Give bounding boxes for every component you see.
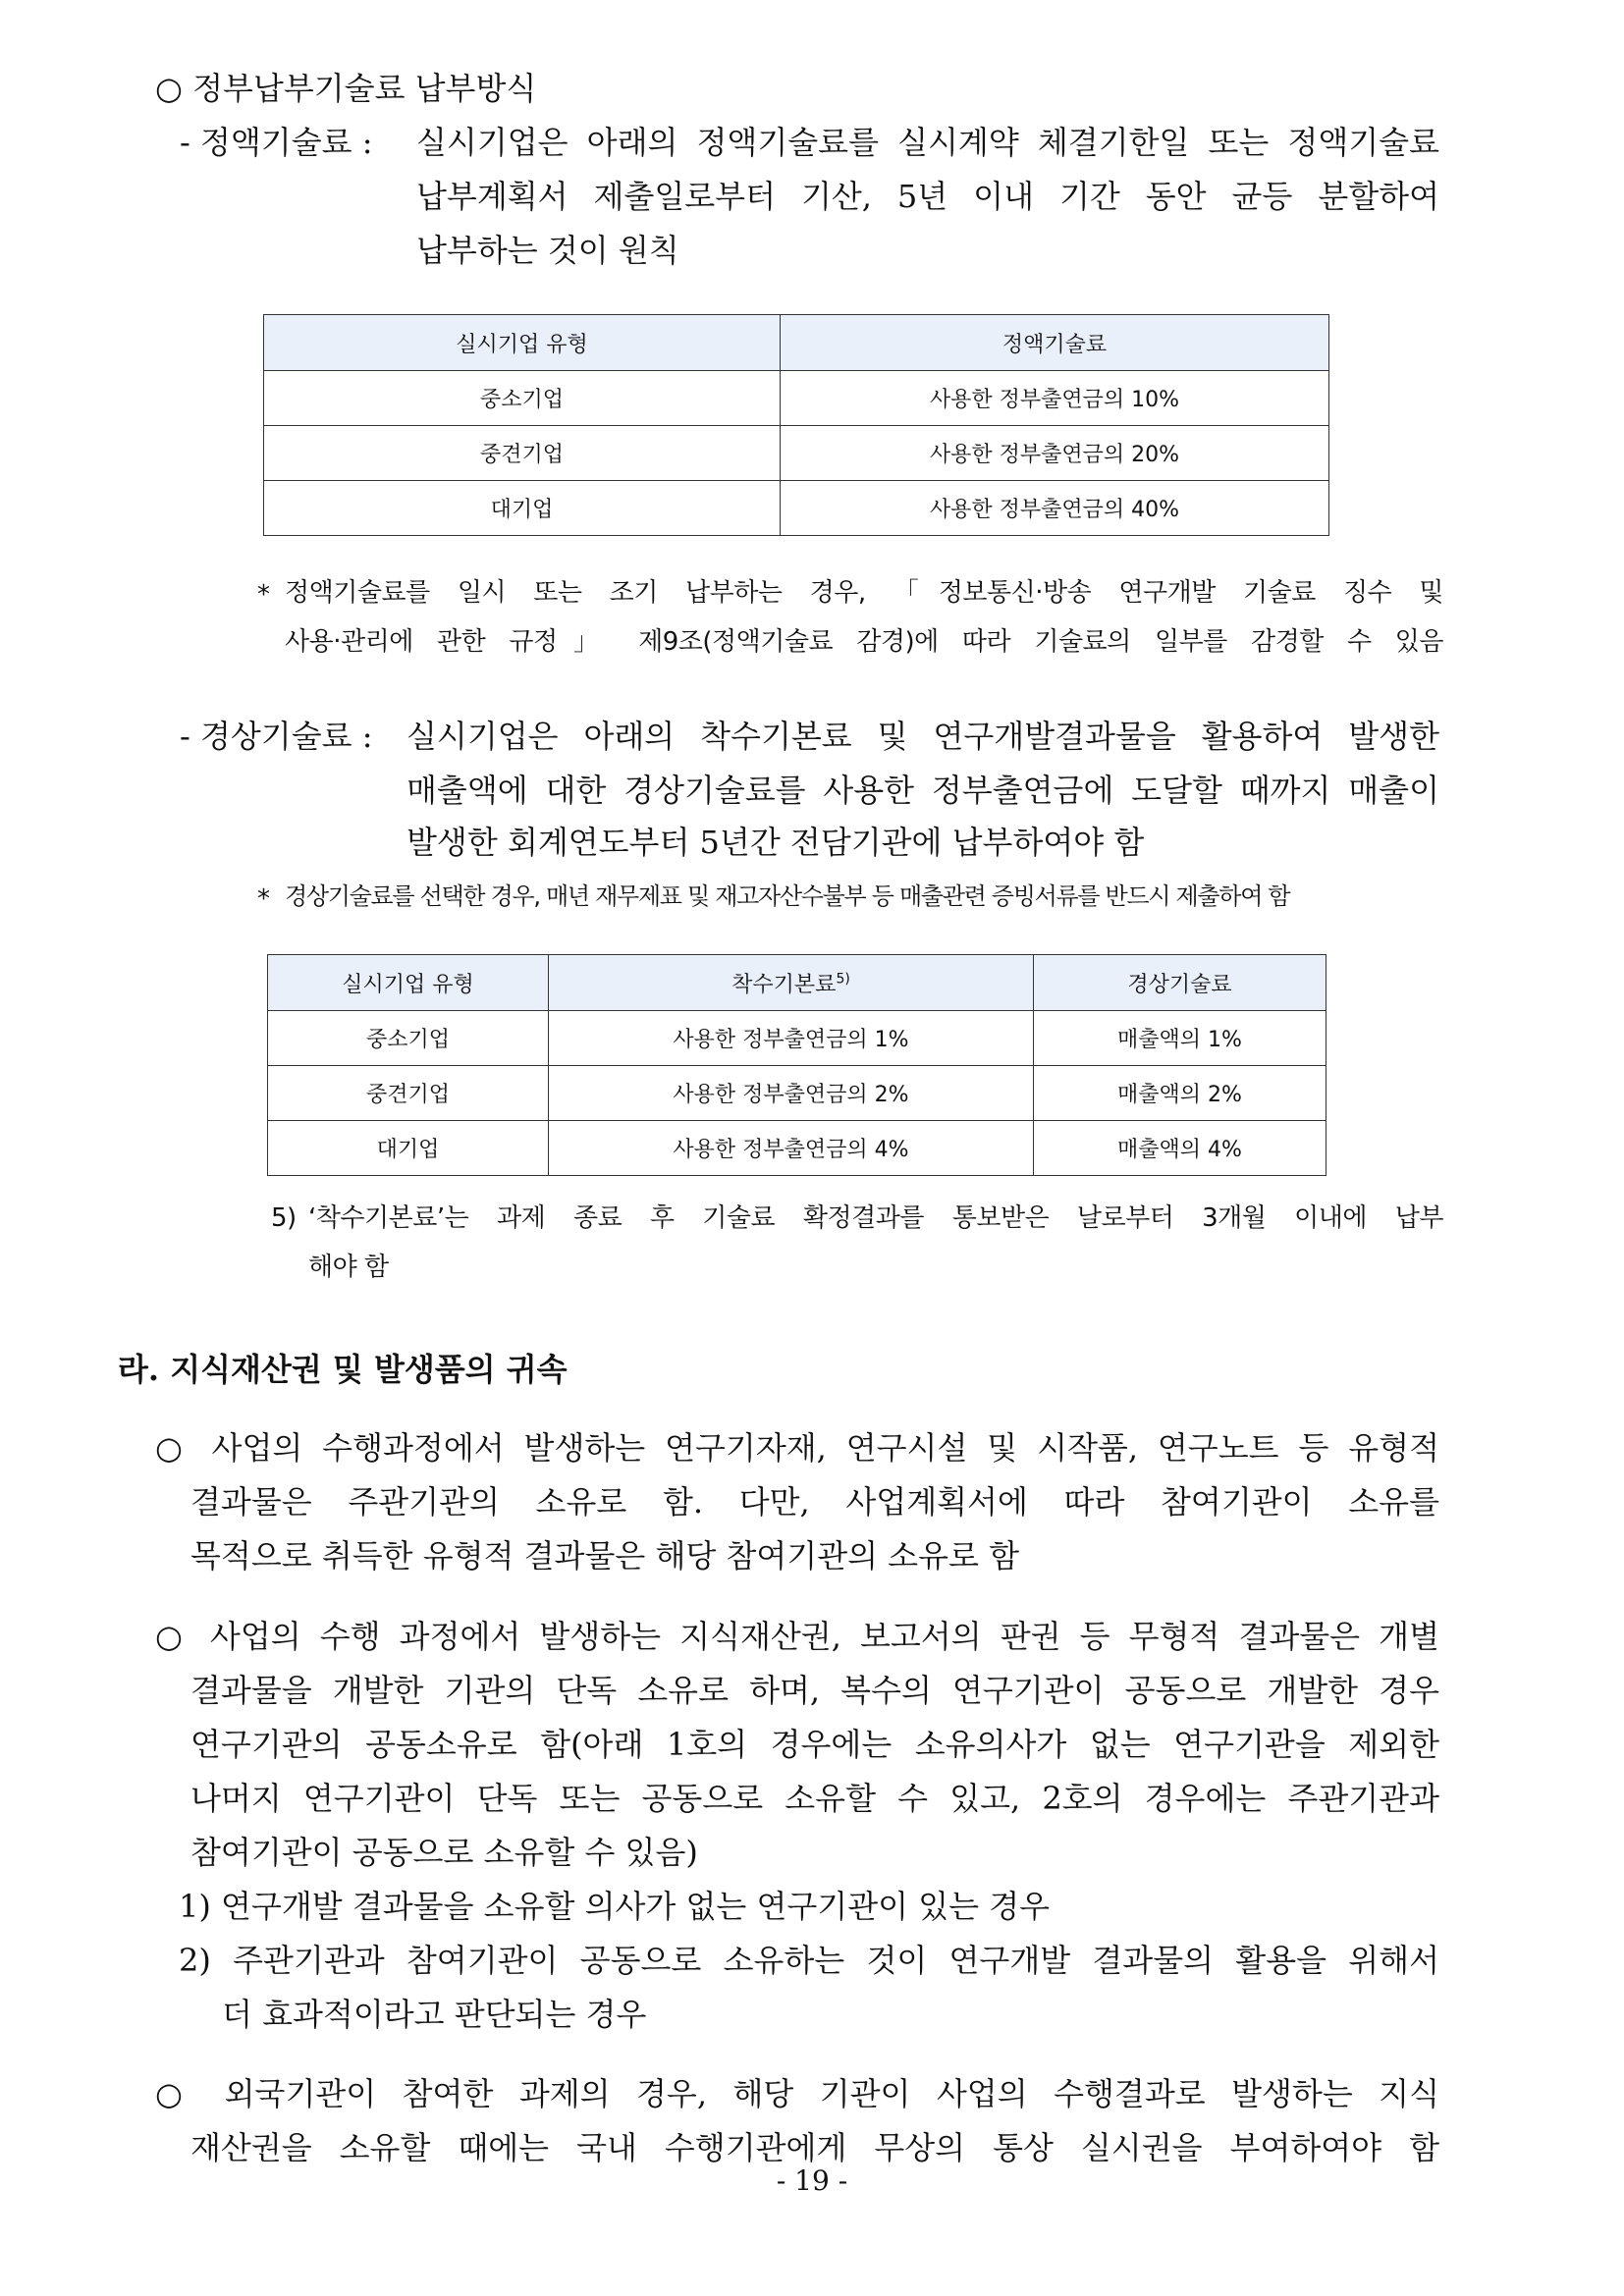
running-note-star: *: [257, 884, 270, 914]
table-header-cell: 실시기업 유형: [268, 955, 549, 1011]
footnote-line-1: ‘착수기본료’는 과제 종료 후 기술료 확정결과를 통보받은 날로부터 3개월 이내에 납부: [308, 1203, 1443, 1233]
running-fee-line-2: 매출액에 대한 경상기술료를 사용한 정부출연금에 도달할 때까지 매출이: [406, 772, 1439, 809]
table-cell: 사용한 정부출연금의 10%: [781, 371, 1329, 426]
page-number: - 19 -: [776, 2164, 848, 2197]
table-row: [268, 1066, 1326, 1121]
ip-para1-line-1: ○ 사업의 수행과정에서 발생하는 연구기자재, 연구시설 및 시작품, 연구노트 등 유형적: [155, 1429, 1439, 1467]
ip-para2-line-5: 참여기관이 공동으로 소유할 수 있음): [190, 1834, 698, 1871]
table-row: [264, 371, 1329, 426]
ip-item-2-line-2: 더 효과적이라고 판단되는 경우: [222, 1996, 647, 2033]
table-cell: 대기업: [264, 481, 781, 536]
ip-item-2-line-1: 2) 주관기관과 참여기관이 공동으로 소유하는 것이 연구개발 결과물의 활용을 위해서: [179, 1942, 1439, 1979]
table-cell: 사용한 정부출연금의 40%: [781, 481, 1329, 536]
fixed-fee-table: [263, 314, 1329, 536]
running-fee-line-1: 실시기업은 아래의 착수기본료 및 연구개발결과물을 활용하여 발생한: [406, 718, 1439, 755]
ip-para1-line-2: 결과물은 주관기관의 소유로 함. 다만, 사업계획서에 따라 참여기관이 소유를: [190, 1483, 1439, 1521]
table-row: [268, 1121, 1326, 1176]
ip-para2-line-1: ○ 사업의 수행 과정에서 발생하는 지식재산권, 보고서의 판권 등 무형적 결과물은 개별: [155, 1618, 1439, 1655]
table-cell: 중견기업: [268, 1066, 549, 1121]
table-header-row: [268, 955, 1326, 1011]
table-row: [264, 481, 1329, 536]
running-note-text: 경상기술료를 선택한 경우, 매년 재무제표 및 재고자산수불부 등 매출관련 증빙서류를 반드시 제출하여 함: [285, 882, 1290, 910]
table-header-cell: 경상기술료: [1034, 955, 1326, 1011]
fixed-note-line-2: 사용‧관리에 관한 규정」 제9조(정액기술료 감경)에 따라 기술료의 일부를 감경할 수 있음: [285, 627, 1443, 657]
table-row: [264, 426, 1329, 481]
table-header-cell: [549, 955, 1034, 1011]
table-header-text: 착수기본료: [731, 972, 837, 997]
table-header-row: [264, 315, 1329, 371]
running-fee-label: - 경상기술료 :: [180, 718, 373, 755]
table-cell: 매출액의 4%: [1034, 1121, 1326, 1176]
ip-para1-line-3: 목적으로 취득한 유형적 결과물은 해당 참여기관의 소유로 함: [190, 1537, 1020, 1575]
table-cell: 사용한 정부출연금의 2%: [549, 1066, 1034, 1121]
table-cell: 사용한 정부출연금의 20%: [781, 426, 1329, 481]
running-fee-line-3: 발생한 회계연도부터 5년간 전담기관에 납부하여야 함: [406, 824, 1145, 861]
footnote-marker: 5): [271, 1203, 297, 1233]
ip-item-1: 1) 연구개발 결과물을 소유할 의사가 없는 연구기관이 있는 경우: [179, 1888, 1051, 1925]
table-cell: 매출액의 1%: [1034, 1011, 1326, 1066]
fixed-fee-line-1: 실시기업은 아래의 정액기술료를 실시계약 체결기한일 또는 정액기술료: [416, 124, 1439, 161]
fixed-note-line-1: 정액기술료를 일시 또는 조기 납부하는 경우, 「정보통신‧방송 연구개발 기술료 징수 및: [285, 578, 1443, 608]
ip-para2-line-4: 나머지 연구기관이 단독 또는 공동으로 소유할 수 있고, 2호의 경우에는 주관기관과: [190, 1780, 1439, 1817]
table-cell: 대기업: [268, 1121, 549, 1176]
table-cell: 중소기업: [268, 1011, 549, 1066]
fixed-fee-line-2: 납부계획서 제출일로부터 기산, 5년 이내 기간 동안 균등 분할하여: [416, 178, 1439, 215]
table-cell: 중소기업: [264, 371, 781, 426]
table-cell: 사용한 정부출연금의 4%: [549, 1121, 1034, 1176]
footnote-line-2: 해야 함: [308, 1253, 389, 1282]
table-header-cell: 정액기술료: [781, 315, 1329, 371]
running-fee-table: [267, 954, 1326, 1176]
payment-heading: ○ 정부납부기술료 납부방식: [155, 70, 537, 107]
ip-section-heading: 라. 지식재산권 및 발생품의 귀속: [118, 1351, 568, 1388]
table-row: [268, 1011, 1326, 1066]
ip-para3-line-2: 재산권을 소유할 때에는 국내 수행기관에게 무상의 통상 실시권을 부여하여야 함: [190, 2129, 1439, 2166]
table-cell: 사용한 정부출연금의 1%: [549, 1011, 1034, 1066]
table-cell: 매출액의 2%: [1034, 1066, 1326, 1121]
fixed-note-star: *: [257, 580, 270, 610]
ip-para2-line-3: 연구기관의 공동소유로 함(아래 1호의 경우에는 소유의사가 없는 연구기관을 제외한: [190, 1726, 1439, 1763]
fixed-fee-line-3: 납부하는 것이 원칙: [416, 232, 679, 269]
footnote-ref: 5): [836, 971, 850, 988]
fixed-fee-label: - 정액기술료 :: [180, 124, 373, 161]
table-cell: 중견기업: [264, 426, 781, 481]
ip-para3-line-1: ○ 외국기관이 참여한 과제의 경우, 해당 기관이 사업의 수행결과로 발생하는 지식: [155, 2075, 1439, 2112]
ip-para2-line-2: 결과물을 개발한 기관의 단독 소유로 하며, 복수의 연구기관이 공동으로 개발한 경우: [190, 1672, 1439, 1709]
table-header-cell: 실시기업 유형: [264, 315, 781, 371]
